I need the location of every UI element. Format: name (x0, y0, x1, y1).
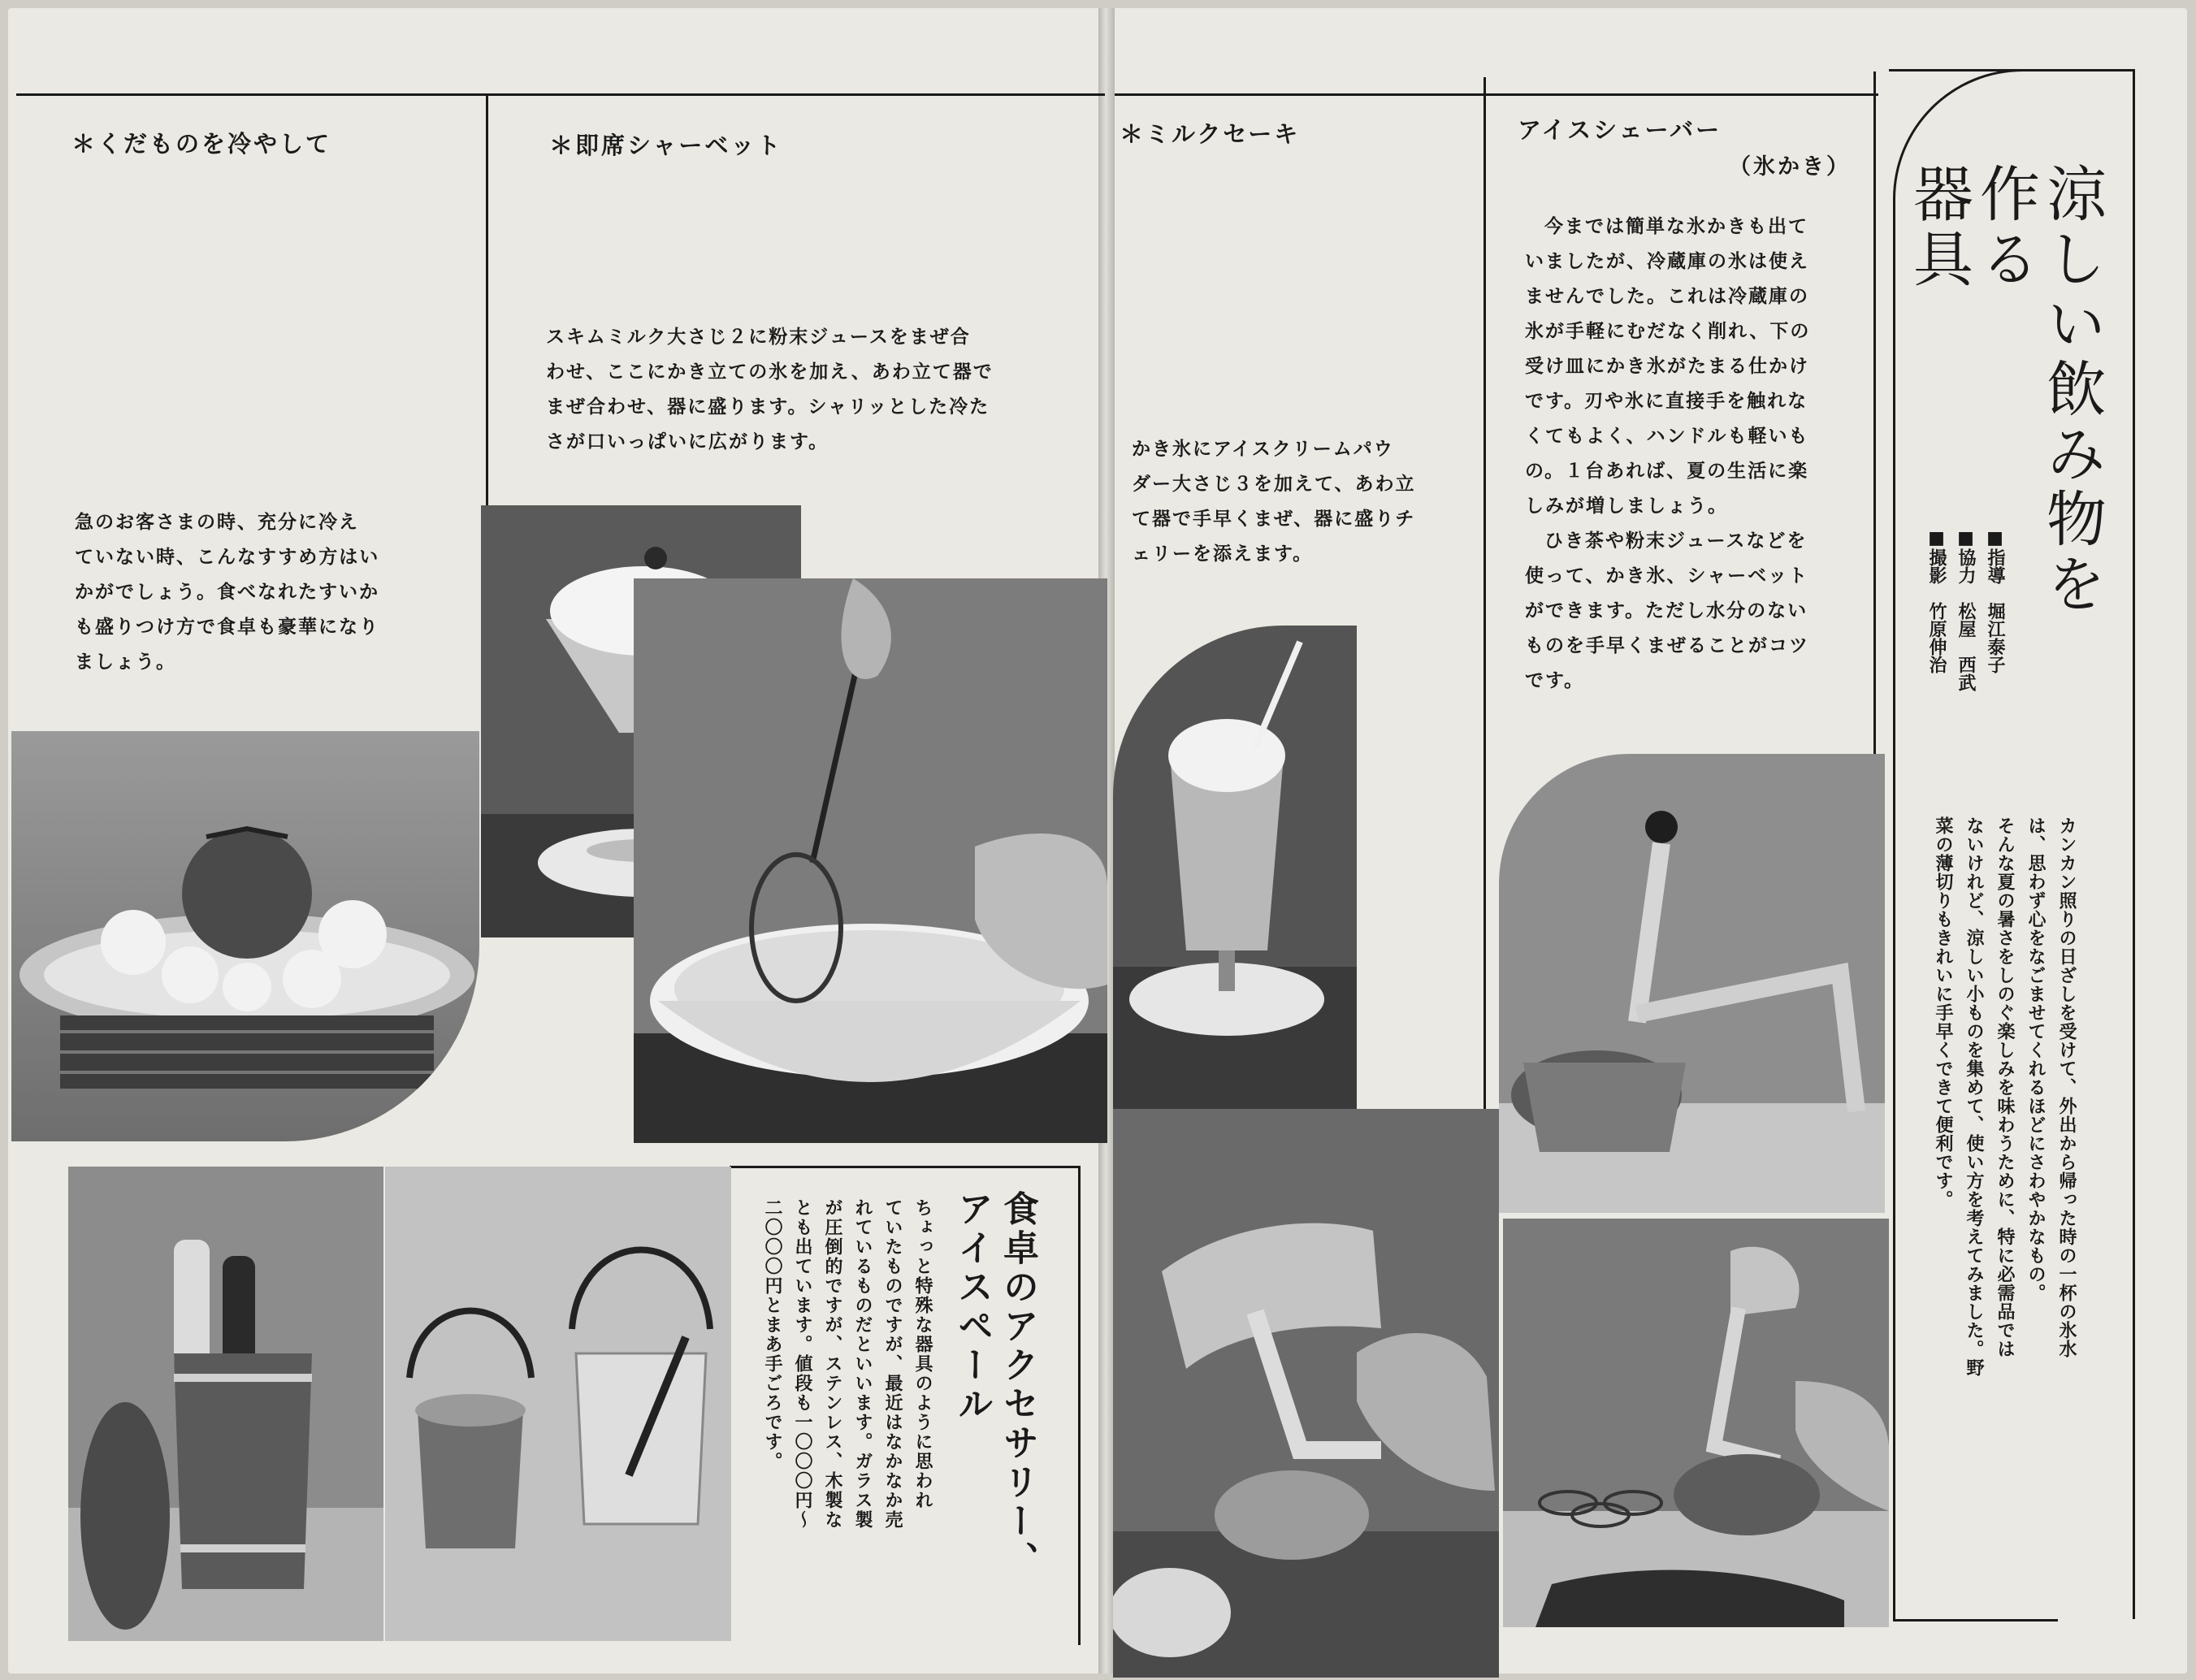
milkshake-body (1132, 432, 1473, 572)
ice-shaver-line: しみが増しましょう。 (1525, 496, 1728, 517)
intro-line: カンカン照りの日ざしを受けて、外出から帰った時の一杯の氷水 (2056, 816, 2077, 1358)
ice-shaver-line: 使って、かき氷、シャーベット (1525, 565, 1809, 587)
milkshake-line: ダー大さじ３を加えて、あわ立 (1132, 474, 1416, 495)
fruit-body (75, 505, 440, 680)
intro-line: 菜の薄切りもきれいに手早くできて便利です。 (1933, 816, 1953, 1209)
feature-intro (1927, 816, 2081, 1596)
ice-shaver-line: 受け皿にかき氷がたまる仕かけ (1525, 356, 1809, 377)
ice-shaver-line: いましたが、冷蔵庫の氷は使え (1525, 251, 1809, 272)
metal-and-glass-pail-photo (385, 1167, 731, 1641)
ice-shaver-line: ものを手早くまぜることがコツ (1525, 635, 1809, 656)
rule-pail-right (1078, 1166, 1081, 1645)
ice-pail-line: れているものだといいます。ガラス製 (852, 1198, 873, 1530)
milkshake-line: かき氷にアイスクリームパウ (1132, 439, 1394, 460)
ice-shaver-heading: アイスシェーバー (1518, 116, 1722, 144)
feature-credits (1921, 528, 2009, 691)
milkshake-heading: ＊ミルクセーキ (1120, 120, 1301, 148)
ice-pail-heading-line: 食卓のアクセサリー、 (997, 1190, 1038, 1580)
rule-pail-top (730, 1166, 1079, 1168)
feature-title-line: 作る (1970, 162, 2040, 292)
rule-left-top (16, 93, 1105, 96)
ice-pail-line: ちょっと特殊な器具のように思われ (912, 1198, 933, 1510)
sherbet-line: さが口いっぱいに広がります。 (546, 431, 829, 452)
credit-line: ■撮影 竹原伸治 (1926, 528, 1947, 673)
fruit-line: ましょう。 (75, 652, 176, 673)
milkshake-line: ェリーを添えます。 (1132, 543, 1314, 565)
fruit-heading: ＊くだものを冷やして (71, 130, 332, 158)
rule-right-top (1115, 93, 1878, 96)
ice-shaver-in-use-photo (1113, 1109, 1499, 1678)
ice-pail-line: が圧倒的ですが、ステンレス、木製な (822, 1198, 842, 1530)
watermelon-photo (11, 731, 479, 1141)
fruit-line: も盛りつけ方で食卓も豪華になり (75, 617, 379, 638)
ice-pail-line: ていたものですが、最近はなかなか売 (882, 1198, 903, 1530)
ice-pail-line: 二〇〇〇円とまあ手ごろです。 (762, 1198, 782, 1471)
rule-right-col-a (1483, 77, 1486, 1125)
intro-line: そんな夏の暑さをしのぐ楽しみを味わうために、特に必需品では (1995, 816, 2015, 1358)
milkshake-glass-photo (1113, 626, 1357, 1109)
ice-shaver-line: くてもよく、ハンドルも軽いも (1525, 426, 1809, 447)
fruit-line: ていない時、こんなすすめ方はい (75, 547, 380, 568)
ice-shaver-subheading: （氷かき） (1729, 154, 1851, 180)
ice-shaver-line: の。１台あれば、夏の生活に楽 (1525, 461, 1809, 482)
intro-line: は、思わず心をなごませてくれるほどにさわやかなもの。 (2025, 816, 2046, 1302)
credit-line: ■協力 松屋 西武 (1956, 528, 1976, 691)
ice-pail-line: とも出ています。値段も一〇〇〇円〜 (792, 1198, 812, 1530)
sherbet-line: スキムミルク大さじ２に粉末ジュースをまぜ合 (546, 327, 971, 348)
fruit-line: かがでしょう。食べなれたすいか (75, 582, 379, 603)
rule-right-col-b (1873, 71, 1876, 803)
ice-shaver-line: 今までは簡単な氷かきも出て (1544, 216, 1808, 237)
intro-line: ないけれど、涼しい小ものを集めて、使い方を考えてみました。野 (1964, 816, 1984, 1377)
ice-shaver-line: です。 (1525, 670, 1585, 691)
sherbet-line: まぜ合わせ、器に盛ります。シャリッとした冷た (546, 396, 990, 418)
ice-shaver-body (1525, 210, 1866, 699)
fruit-line: 急のお客さまの時、充分に冷え (75, 512, 359, 533)
whisk-bowl-photo (634, 578, 1107, 1143)
feature-title-line: 涼しい飲み物を (2037, 162, 2107, 617)
wooden-ice-pail-photo (68, 1167, 383, 1641)
ice-shaver-line: ができます。ただし水分のない (1525, 600, 1808, 621)
credit-line: ■指導 堀江泰子 (1985, 528, 2005, 673)
feature-title-line: 器具 (1904, 162, 1973, 292)
ice-shaver-slicing-photo (1503, 1219, 1889, 1627)
ice-shaver-line: ませんでした。これは冷蔵庫の (1525, 286, 1809, 307)
ice-pail-heading (949, 1190, 1040, 1580)
sherbet-body (546, 320, 1082, 460)
ice-pail-body (757, 1198, 938, 1629)
ice-shaver-line: です。刃や氷に直接手を触れな (1525, 391, 1808, 412)
sherbet-heading: ＊即席シャーベット (549, 132, 783, 159)
ice-shaver-line: 氷が手軽にむだなく削れ、下の (1525, 321, 1811, 342)
milkshake-line: て器で手早くまぜ、器に盛りチ (1132, 509, 1416, 530)
ice-pail-heading-line: アイスペール (951, 1190, 993, 1424)
ice-shaver-line: ひき茶や粉末ジュースなどを (1544, 530, 1808, 552)
sherbet-line: わせ、ここにかき立ての氷を加え、あわ立て器で (546, 362, 994, 383)
ice-shaver-photo (1499, 754, 1885, 1213)
